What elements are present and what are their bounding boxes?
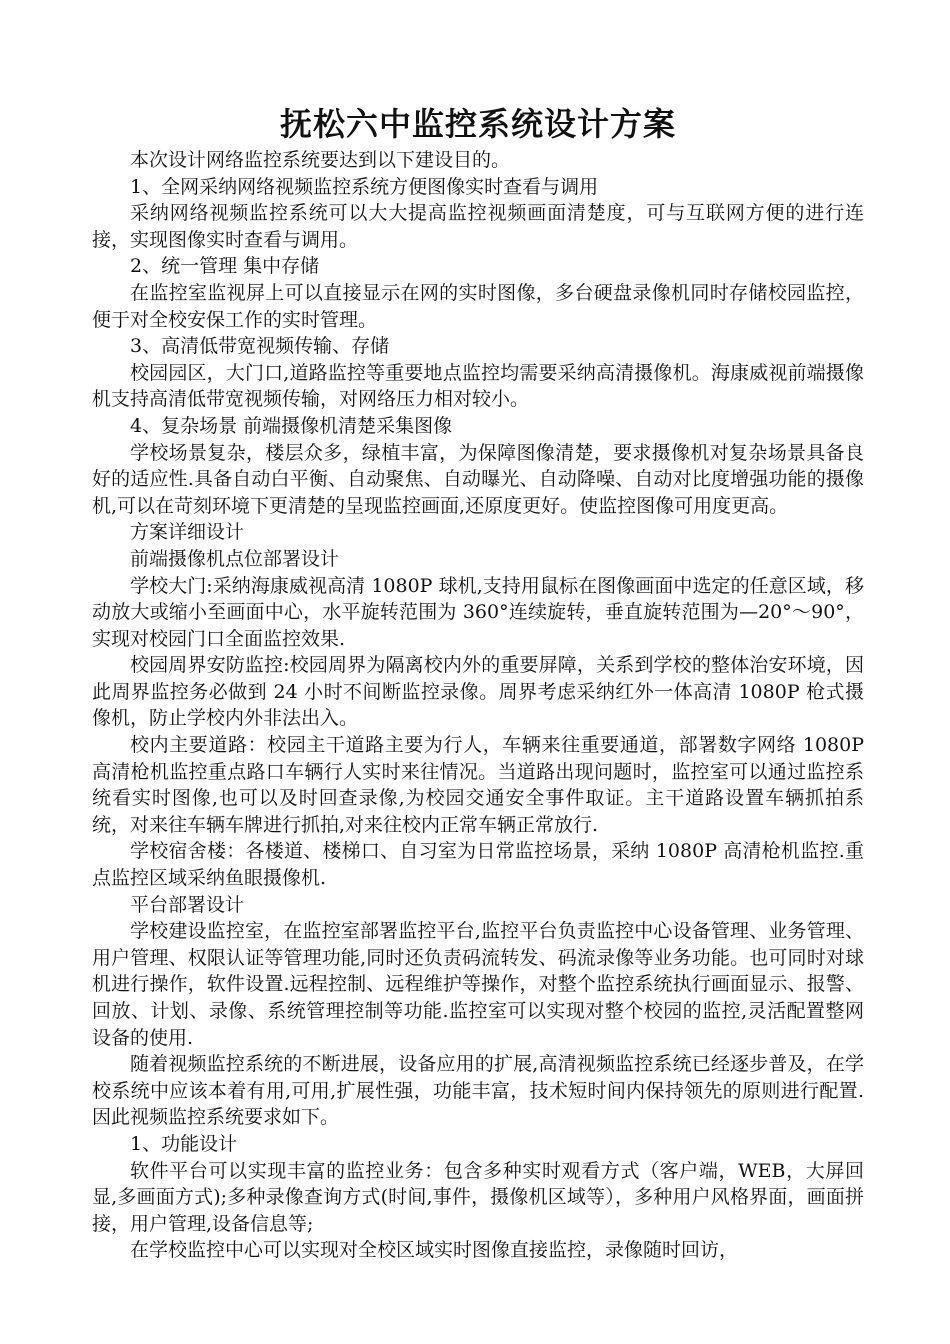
- section-heading: 前端摄像机点位部署设计: [130, 547, 340, 570]
- paragraph: 学校宿舍楼：各楼道、楼梯口、自习室为日常监控场景，采纳 1080P 高清枪机监控.重点监控区域采纳鱼眼摄像机.: [92, 840, 864, 890]
- paragraph: 校内主要道路：校园主干道路主要为行人，车辆来往重要通道，部署数字网络 1080P 高清枪机监控重点路口车辆行人实时来往情况。当道路出现问题时，监控室可以通过监控系统看实时图像,也可以及时回查录像,为校园交通安全事件取证。主干道路设置车辆抓拍系统，对来往车辆车牌进行抓拍,对来往校内正常车辆正常放行.: [92, 734, 864, 836]
- document-page: [92, 100, 864, 1264]
- section-heading: 3、高清低带宽视频传输、存储: [130, 335, 390, 358]
- paragraph: 在监控室监视屏上可以直接显示在网的实时图像，多台硬盘录像机同时存储校园监控，便于对全校安保工作的实时管理。: [92, 281, 864, 331]
- paragraph: 在学校监控中心可以实现对全校区域实时图像直接监控，录像随时回访，: [130, 1239, 739, 1262]
- section-heading: 1、全网采纳网络视频监控系统方便图像实时查看与调用: [130, 175, 599, 198]
- section-heading: 1、功能设计: [130, 1132, 238, 1155]
- section-heading: 平台部署设计: [130, 893, 245, 916]
- paragraph: 学校建设监控室，在监控室部署监控平台,监控平台负责监控中心设备管理、业务管理、用户管理、权限认证等管理功能,同时还负责码流转发、码流录像等业务功能。也可同时对球机进行操作，软件设置.远程控制、远程维护等操作，对整个监控系统执行画面显示、报警、回放、计划、录像、系统管理控制等功能.监控室可以实现对整个校园的监控,灵活配置整网设备的使用.: [92, 920, 864, 1049]
- paragraph: 学校大门:采纳海康威视高清 1080P 球机,支持用鼠标在图像画面中选定的任意区域，移动放大或缩小至画面中心，水平旋转范围为 360°连续旋转，垂直旋转范围为—20°～90°，实现对校园门口全面监控效果.: [92, 574, 864, 650]
- section-heading: 方案详细设计: [130, 521, 245, 544]
- paragraph: 随着视频监控系统的不断进展，设备应用的扩展,高清视频监控系统已经逐步普及，在学校系统中应该本着有用,可用,扩展性强，功能丰富，技术短时间内保持领先的原则进行配置.因此视频监控系统要求如下。: [92, 1053, 864, 1129]
- paragraph: 软件平台可以实现丰富的监控业务：包含多种实时观看方式（客户端，WEB，大屏回显,多画面方式);多种录像查询方式(时间,事件，摄像机区域等），多种用户风格界面，画面拼接，用户管理,设备信息等;: [92, 1159, 864, 1235]
- paragraph: 校园周界安防监控:校园周界为隔离校内外的重要屏障，关系到学校的整体治安环境，因此周界监控务必做到 24 小时不间断监控录像。周界考虑采纳红外一体高清 1080P 枪式摄像机，防止学校内外非法出入。: [92, 654, 864, 730]
- paragraph: 学校场景复杂，楼层众多，绿植丰富，为保障图像清楚，要求摄像机对复杂场景具备良好的适应性.具备自动白平衡、自动聚焦、自动曝光、自动降噪、自动对比度增强功能的摄像机,可以在苛刻环境下更清楚的呈现监控画面,还原度更好。使监控图像可用度更高。: [92, 441, 864, 517]
- paragraph: 本次设计网络监控系统要达到以下建设目的。: [130, 149, 511, 171]
- document-title: 抚松六中监控系统设计方案: [279, 105, 676, 143]
- paragraph: 校园园区，大门口,道路监控等重要地点监控均需要采纳高清摄像机。海康威视前端摄像机支持高清低带宽视频传输，对网络压力相对较小。: [92, 361, 864, 411]
- document-body: [92, 147, 864, 1264]
- section-heading: 4、复杂场景 前端摄像机清楚采集图像: [130, 414, 453, 437]
- section-heading: 2、统一管理 集中存储: [130, 255, 320, 278]
- paragraph: 采纳网络视频监控系统可以大大提高监控视频画面清楚度，可与互联网方便的进行连接，实现图像实时查看与调用。: [92, 202, 864, 251]
